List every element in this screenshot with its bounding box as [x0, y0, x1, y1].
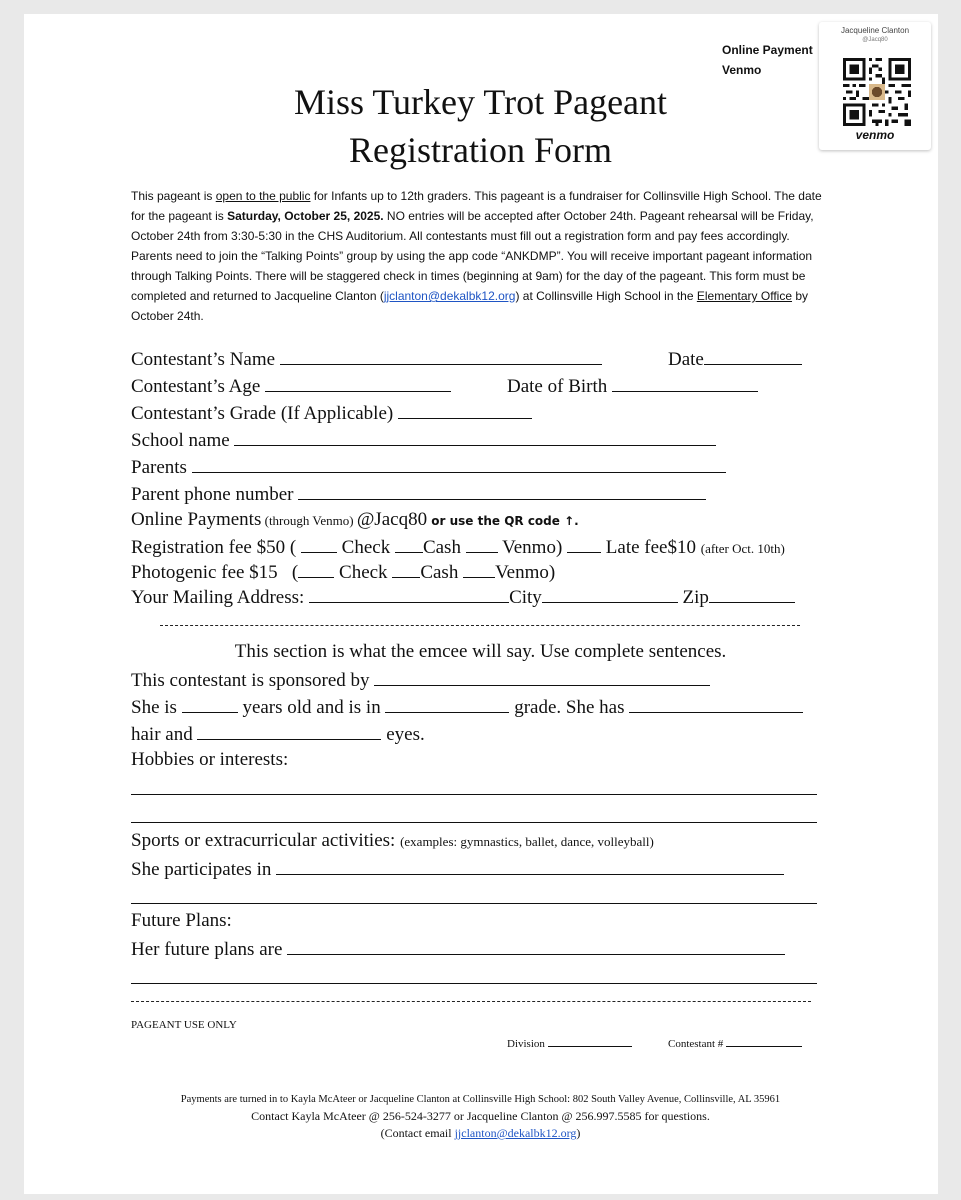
contestant-number-row: Contestant # — [668, 1035, 802, 1051]
date-field[interactable] — [704, 346, 802, 365]
participates-line-2[interactable] — [131, 903, 817, 904]
date-row: Date — [668, 346, 802, 372]
phone-field[interactable] — [298, 481, 706, 500]
hair-color-field[interactable] — [629, 694, 803, 713]
parents-field[interactable] — [192, 454, 726, 473]
sports-row: Sports or extracurricular activities: (examples: gymnastics, ballet, dance, volleyball) — [131, 830, 654, 851]
school-row: School name — [131, 427, 716, 453]
contestant-name-row: Contestant’s Name — [131, 346, 602, 372]
form-title-line2: Registration Form — [349, 130, 612, 170]
contestant-age-field[interactable] — [265, 373, 451, 392]
dob-row: Date of Birth — [507, 373, 758, 399]
mailing-address-row: Your Mailing Address: City Zip — [131, 584, 795, 610]
emcee-heading: This section is what the emcee will say. Use complete sentences. — [234, 641, 727, 662]
sponsor-field[interactable] — [374, 667, 710, 686]
intro-paragraph: This pageant is open to the public for Infants up to 12th graders. This pageant is a fundraiser for Collinsville High School. The date for the pageant is Saturday, October 25, 2025. NO entries will be accepted after October 24th. Pageant rehearsal will be Friday, October 24th from 3:30-5:30 in the CHS Auditorium. All contestants must fill out a registration form and pay fees accordingly. Parents need to join the “Talking Points” group by using the app code “ANKDMP”. You will receive important pageant information through Talking Points. There will be staggered check in times (beginning at 9am) for the day of the pageant. This form must be completed and returned to Jacqueline Clanton (jjclanton@dekalbk12.org) at Collinsville High School in the Elementary Office by October 24th. — [131, 189, 822, 323]
online-payments-row: Online Payments (through Venmo) @Jacq80 or use the QR code ↑. — [131, 509, 579, 530]
reg-cash-blank[interactable] — [395, 534, 423, 553]
phone-row: Parent phone number — [131, 481, 706, 507]
elementary-office-text: Elementary Office — [696, 289, 793, 303]
hobbies-label: Hobbies or interests: — [131, 749, 289, 770]
registration-fee-row: Registration fee $50 ( Check Cash Venmo) Late fee$10 (after Oct. 10th) — [131, 534, 785, 561]
form-title-line1: Miss Turkey Trot Pageant — [293, 82, 668, 122]
school-field[interactable] — [234, 427, 716, 446]
pageant-use-label: PAGEANT USE ONLY — [131, 1019, 237, 1031]
contestant-number-field[interactable] — [726, 1035, 802, 1047]
zip-field[interactable] — [709, 584, 795, 603]
city-field[interactable] — [542, 584, 678, 603]
section-divider — [160, 625, 800, 626]
online-payment-line: Online Payment — [722, 43, 813, 57]
emcee-grade-field[interactable] — [385, 694, 509, 713]
reg-venmo-blank[interactable] — [466, 534, 498, 553]
qr-owner-handle: @Jacq80 — [862, 37, 888, 43]
contestant-name-field[interactable] — [280, 346, 602, 365]
contact-email-link[interactable]: jjclanton@dekalbk12.org — [383, 289, 516, 303]
footer-email-line: (Contact email jjclanton@dekalbk12.org) — [380, 1126, 581, 1140]
photo-check-blank[interactable] — [298, 559, 334, 578]
sponsored-row: This contestant is sponsored by — [131, 667, 710, 693]
future-plans-row: Her future plans are — [131, 936, 785, 962]
eye-color-field[interactable] — [197, 721, 381, 740]
late-fee-blank[interactable] — [567, 534, 601, 553]
dob-field[interactable] — [612, 373, 758, 392]
reg-check-blank[interactable] — [301, 534, 337, 553]
venmo-logo: venmo — [855, 128, 895, 142]
age-grade-hair-row: She is years old and is in grade. She has — [131, 694, 803, 720]
division-field[interactable] — [548, 1035, 632, 1047]
hobbies-line-1[interactable] — [131, 794, 817, 795]
contestant-age-row: Contestant’s Age — [131, 373, 451, 399]
photo-cash-blank[interactable] — [392, 559, 420, 578]
mailing-address-field[interactable] — [309, 584, 509, 603]
grade-row: Contestant’s Grade (If Applicable) — [131, 400, 532, 426]
qr-owner-name: Jacqueline Clanton — [840, 26, 910, 35]
venmo-handle: @Jacq80 — [356, 509, 428, 530]
emcee-age-field[interactable] — [182, 694, 238, 713]
online-payment-label — [722, 40, 813, 80]
participates-field[interactable] — [276, 856, 784, 875]
division-row: Division — [507, 1035, 632, 1051]
future-plans-label: Future Plans: — [131, 910, 232, 931]
participates-row: She participates in — [131, 856, 784, 882]
photogenic-fee-row: Photogenic fee $15 ( Check Cash Venmo) — [131, 559, 555, 585]
open-to-public-text: open to the public — [215, 189, 311, 203]
footer-payments: Payments are turned in to Kayla McAteer or Jacqueline Clanton at Collinsville High School: 802 South Valley Avenue, Collinsville, AL 35961 — [180, 1094, 781, 1105]
parents-row: Parents — [131, 454, 726, 480]
grade-field[interactable] — [398, 400, 532, 419]
future-plans-field[interactable] — [287, 936, 785, 955]
photo-venmo-blank[interactable] — [463, 559, 495, 578]
hobbies-line-2[interactable] — [131, 822, 817, 823]
future-plans-line-2[interactable] — [131, 983, 817, 984]
footer-email-link[interactable]: jjclanton@dekalbk12.org — [454, 1126, 577, 1140]
venmo-line: Venmo — [722, 63, 762, 77]
footer-contact: Contact Kayla McAteer @ 256-524-3277 or Jacqueline Clanton @ 256.997.5585 for questions. — [251, 1109, 710, 1123]
eyes-row: hair and eyes. — [131, 721, 425, 747]
pageant-date: Saturday, October 25, 2025. — [227, 209, 384, 223]
pageant-use-divider — [131, 1001, 811, 1002]
